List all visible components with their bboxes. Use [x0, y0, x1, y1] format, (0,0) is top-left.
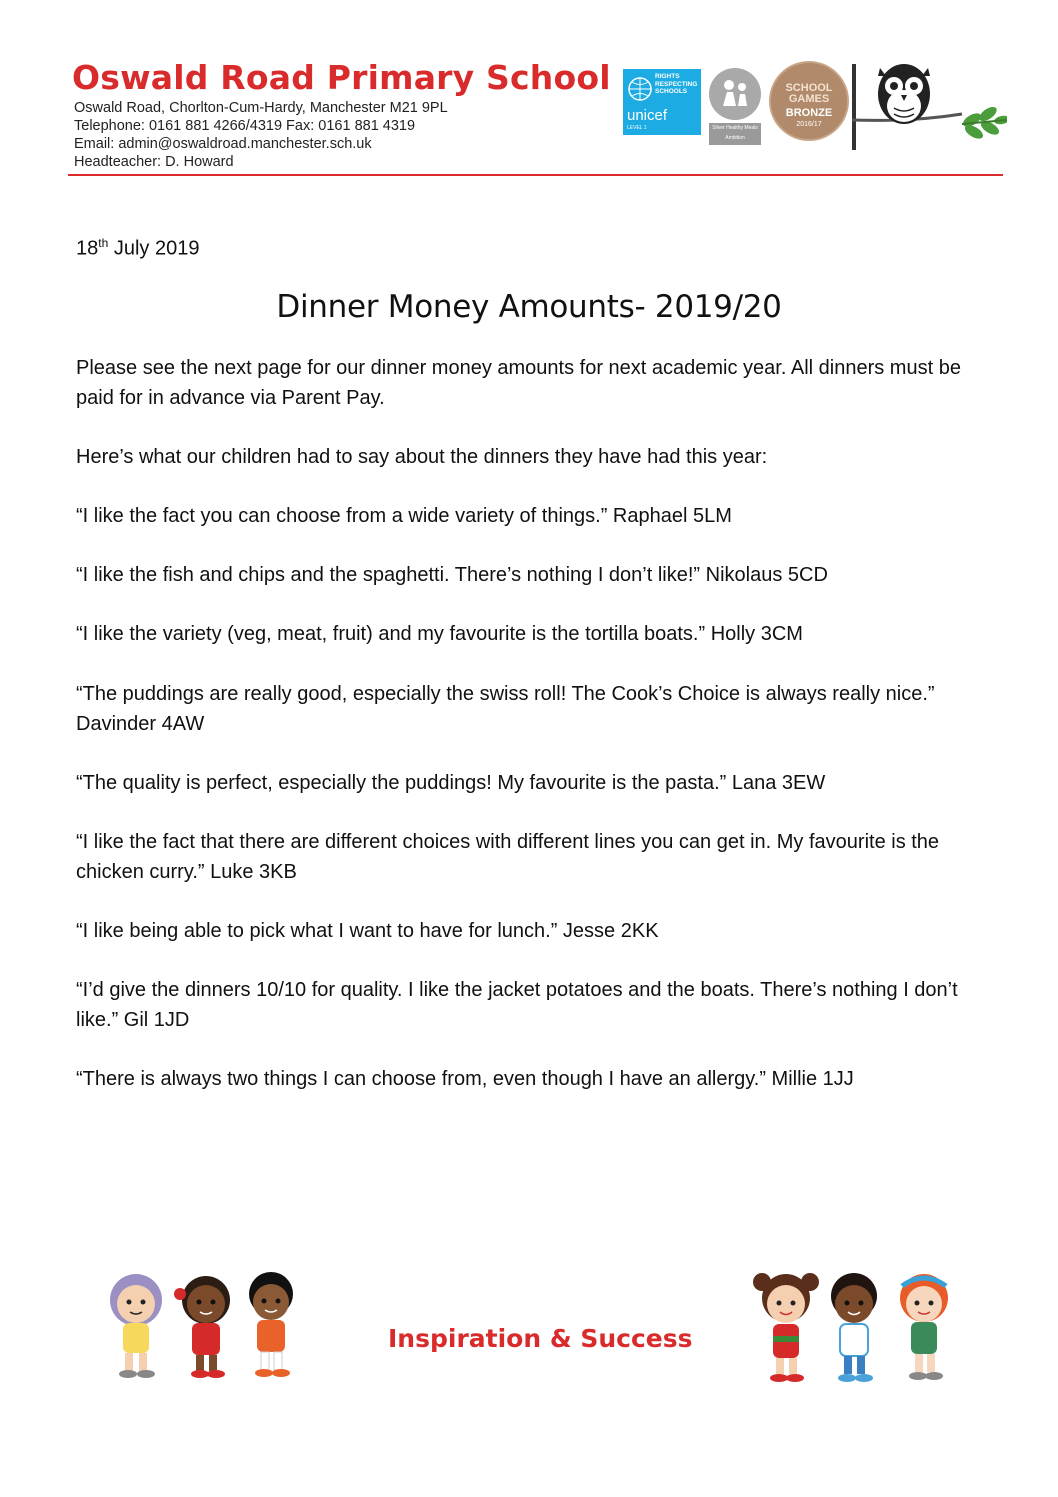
rights-respecting-label: RIGHTS RESPECTING SCHOOLS: [655, 73, 698, 95]
silver-award-label: Silver Healthy Meals Ambition: [709, 123, 761, 145]
school-phone-fax: Telephone: 0161 881 4266/4319 Fax: 0161 881 4319: [74, 118, 416, 134]
child-quote: “I like the fact that there are different choices with different lines you can get in. My favourite is the chicken curry.” Luke 3KB: [76, 831, 940, 883]
letter-date: [76, 236, 199, 261]
child-quote: “I like being able to pick what I want to have for lunch.” Jesse 2KK: [76, 920, 659, 942]
silver-award-logo: [709, 68, 761, 146]
school-name: Oswald Road Primary School: [72, 58, 611, 97]
owl-on-branch-icon: [852, 62, 1007, 152]
school-games-level: BRONZE: [785, 107, 833, 119]
school-email: Email: admin@oswaldroad.manchester.sch.uk: [74, 136, 372, 152]
child-quote: “The puddings are really good, especially the swiss roll! The Cook’s Choice is always really nice.” Davinder 4AW: [76, 683, 935, 735]
child-quote: “I’d give the dinners 10/10 for quality. I like the jacket potatoes and the boats. There’s nothing I don’t like.” Gil 1JD: [76, 979, 958, 1031]
quotes-intro: Here’s what our children had to say about the dinners they have had this year:: [76, 446, 768, 468]
school-tagline: Inspiration & Success: [388, 1324, 693, 1353]
school-address: Oswald Road, Chorlton-Cum-Hardy, Manchester M21 9PL: [74, 100, 448, 116]
date-suffix: th: [98, 236, 109, 250]
school-games-bronze-logo: [769, 61, 849, 141]
unicef-label: unicef: [627, 107, 668, 124]
silver-award-circle: [709, 68, 761, 120]
school-games-year: 2016/17: [796, 121, 822, 128]
headteacher: Headteacher: D. Howard: [74, 154, 234, 170]
date-month-year: July 2019: [108, 237, 200, 260]
cartoon-children-left-illustration: [96, 1266, 311, 1386]
header-divider: [68, 174, 1003, 176]
intro-paragraph: Please see the next page for our dinner money amounts for next academic year. All dinners must be paid for in advance via Parent Pay.: [76, 357, 961, 409]
child-quote: “I like the fish and chips and the spaghetti. There’s nothing I don’t like!” Nikolaus 5CD: [76, 564, 828, 586]
school-games-title: SCHOOL GAMES: [785, 82, 833, 105]
child-quote: “I like the fact you can choose from a wide variety of things.” Raphael 5LM: [76, 505, 732, 527]
child-quote: “I like the variety (veg, meat, fruit) and my favourite is the tortilla boats.” Holly 3CM: [76, 623, 803, 645]
unicef-rights-respecting-logo: [623, 69, 701, 135]
cartoon-children-right-illustration: [748, 1266, 966, 1390]
unicef-level-label: LEVEL 1: [627, 125, 647, 131]
date-day: 18: [76, 237, 99, 260]
globe-hands-icon: [626, 73, 654, 105]
child-quote: “The quality is perfect, especially the puddings! My favourite is the pasta.” Lana 3EW: [76, 772, 826, 794]
child-quote: “There is always two things I can choose from, even though I have an allergy.” Millie 1JJ: [76, 1068, 854, 1090]
letter-title: Dinner Money Amounts- 2019/20: [276, 289, 782, 325]
family-icon: [709, 68, 761, 120]
